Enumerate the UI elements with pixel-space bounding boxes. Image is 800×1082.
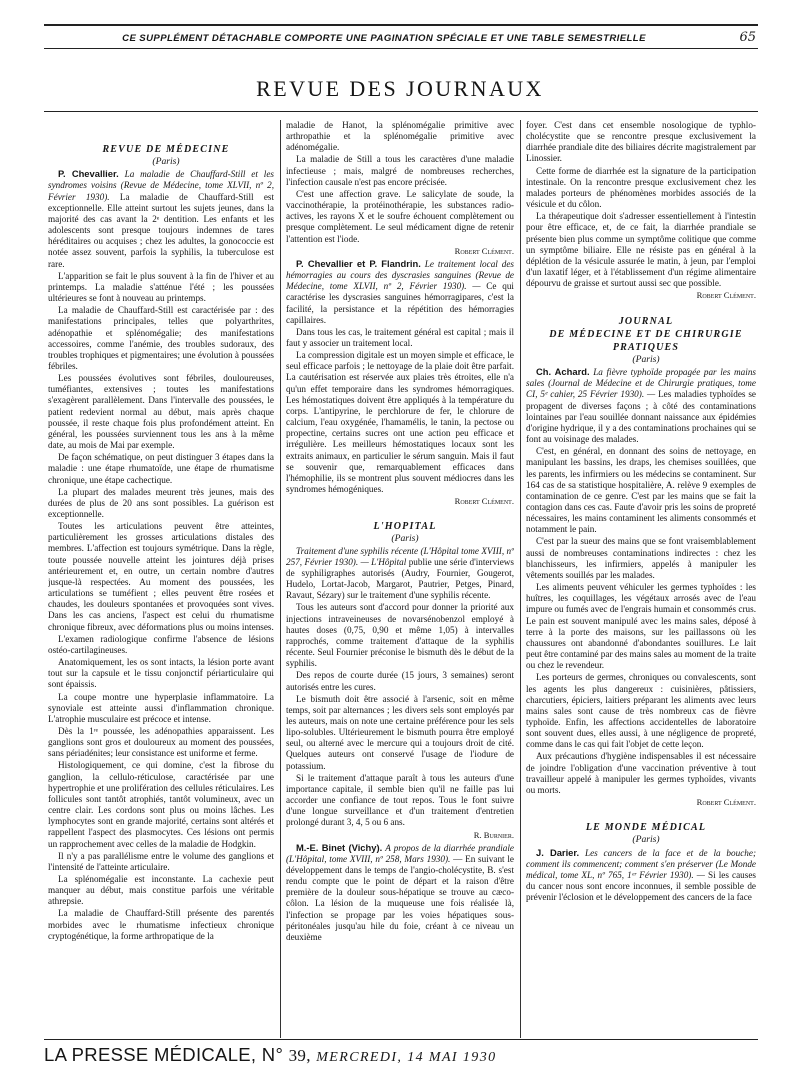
article-reference: (Revue de Médecine, tome XLVII, nº 2, Février 1930). —: [286, 270, 514, 292]
article-title: A propos de la diarrhée prandiale: [385, 842, 514, 853]
paragraph: Dans tous les cas, le traitement général est capital ; mais il faut y associer un traitement local.: [286, 326, 514, 348]
section-place: (Paris): [632, 353, 660, 365]
paragraph: La compression digitale est un moyen simple et efficace, le seul efficace parfois ; le nettoyage de la plaie doit être parfait. La cautérisation est réservée aux plaies très étroites, elle n'a qu'un effet temporaire dans les syndromes hémorragiques. Les hémostatiques doivent être appliqués à la température du corps. L'antipyrine, le perchlorure de fer, le chlorure de calcium, l'eau oxygénée, l'hamamélis, le tanin, la pectose ou propectine, certains sucres ont une action peu efficace et irrégulière. Les meilleurs hémostatiques locaux sont les extraits animaux, en particulier le sérum sanguin. Mais il faut se souvenir que, remarquablement efficaces dans l'hémophilie, ils se montrent plus souvent médiocres dans les syndromes hémogéniques.: [286, 350, 514, 494]
article-author: M.-E. Binet (Vichy).: [296, 841, 383, 853]
top-rule: [44, 24, 758, 26]
section-heading-hopital: L'HOPITAL: [373, 521, 437, 533]
page-number: 65: [739, 30, 756, 45]
paragraph: C'est, en général, en donnant des soins de nettoyage, en manipulant les bassins, les draps, les chemises souillées, que les parents, les infirmiers ou les médecins se contaminent. Sur 164 cas de sa statistique hospitalière, A. relève 9 exemples de contamination de ce genre. C'est par les mains que se fait la contagion dans ces cas. Faute d'avoir pris les soins de propreté nécessaires, les mains contaminent les aliments consommés et notamment le pain.: [526, 446, 756, 535]
column-2: [286, 120, 514, 1038]
signature: Robert Clément.: [454, 245, 514, 256]
paragraph: Les aliments peuvent véhiculer les germes typhoïdes : les huîtres, les coquillages, les végétaux arrosés avec de l'eau impure ou fumés avec de l'engrais humain et consommés crus. Le pain est souvent manipulé avec les mains sales, déposé à terre à la porte des maisons, sur les paillassons où les chaussures ont abandonné d'abondantes souillures. Le lait peut être contaminé par des mains sales au moment de la traite ou chez le revendeur.: [526, 582, 756, 671]
paragraph: Des repos de courte durée (15 jours, 3 semaines) seront autorisés entre les cures.: [286, 670, 514, 692]
paragraph: Toutes les articulations peuvent être atteintes, particulièrement les grosses articulations distales des membres. L'affection est toujours symétrique. Dans la règle, toute poussée nouvelle atteint les jointures déjà prises antérieurement et, en outre, un certain nombre d'autres jusque-là respectées. Au moment des poussées, les articulations se tuméfient ; elles peuvent être rosées et chaudes, les douleurs spontanées et provoquées sont vives. Dans les cas anciens, l'aspect est celui du rhumatisme chronique fibreux, avec déformations plus ou moins intenses.: [48, 521, 274, 632]
article-title: Traitement d'une syphilis récente: [296, 545, 419, 556]
article-entry: [286, 258, 514, 326]
paragraph: De façon schématique, on peut distinguer 3 étapes dans la maladie : une étape rhumatoïde, une étape de rhumatisme chronique, une étape cachectique.: [48, 452, 274, 485]
signature: Robert Clément.: [696, 797, 756, 808]
paragraph: Anatomiquement, les os sont intacts, la lésion porte avant tout sur la capsule et le tissu conjonctif périarticulaire qui sont épaissis.: [48, 657, 274, 690]
article-entry: [526, 847, 756, 904]
article-reference: (L'Hôpital, tome XVIII, nº 258, Mars 1930).: [286, 853, 451, 864]
paragraph: Il n'y a pas parallélisme entre le volume des ganglions et l'intensité de l'atteinte articulaire.: [48, 850, 274, 872]
paragraph: Tous les auteurs sont d'accord pour donner la priorité aux injections intraveineuses de novarsénobenzol employé à hautes doses (0,75, 0,90 et même 1,05) à intervalles rapprochés, comme traitement d'attaque de la syphilis récente. Seul Fournier préconise le bismuth dès le début de la syphilis.: [286, 602, 514, 669]
page-title: REVUE DES JOURNAUX: [256, 76, 544, 101]
column-1: [48, 120, 274, 1038]
supplement-banner: CE SUPPLÉMENT DÉTACHABLE COMPORTE UNE PAGINATION SPÉCIALE ET UNE TABLE SEMESTRIELLE: [122, 33, 646, 44]
paragraph: L'examen radiologique confirme l'absence de lésions ostéo-cartilagineuses.: [48, 633, 274, 655]
paragraph: maladie de Hanot, la splénomégalie primitive avec arthropathie et la splénomégalie primitive avec adénomégalie.: [286, 120, 514, 153]
column-divider-2: [520, 120, 521, 1038]
section-place: (Paris): [632, 834, 660, 846]
paragraph: Aux précautions d'hygiène indispensables il est nécessaire de joindre l'obligation d'une vaccination préventive à tout travailleur appelé à manipuler les germes typhoïdes, vivants ou morts.: [526, 751, 756, 795]
article-text: Ce qui caractérise les dyscrasies sanguines hémorragipares, c'est la facilité, la persistance et la répétition des hémorragies capillaires.: [286, 281, 514, 325]
paragraph: La coupe montre une hyperplasie inflammatoire. La synoviale est atteinte aussi d'inflammation chronique. L'atrophie musculaire est précoce et intense.: [48, 691, 274, 724]
paragraph: C'est une affection grave. Le salicylate de soude, la vaccinothérapie, la protéinothérapie, les substances radio-actives, les rayons X et le soufre échouent complètement ou presque complètement. Le seul médicament digne de retenir l'attention est l'iode.: [286, 188, 514, 244]
article-entry: [526, 366, 756, 445]
article-title: La maladie de Chauffard-Still et les syndromes voisins: [48, 169, 274, 191]
journal-name: LA PRESSE MÉDICALE, N°: [44, 1044, 284, 1065]
article-reference: (Revue de Médecine, tome XLVII, nº 2, Février 1930).: [48, 180, 274, 202]
section-heading-journal: JOURNAL: [618, 315, 674, 327]
article-author: Ch. Achard.: [536, 366, 590, 378]
article-text: publie une série d'interviews de syphiligraphes autorisés (Audry, Fournier, Gougerot, Hudelo, Lortat-Jacob, Margarot, Pautrier, Petges, Pinard, Ravaut, Sézary) sur le traitement d'une syphilis récente.: [286, 556, 514, 601]
column-divider-1: [280, 120, 281, 1038]
paragraph: La maladie de Still a tous les caractères d'une maladie infectieuse ; mais, malgré de nombreuses recherches, l'infection causale n'est pas encore précisée.: [286, 154, 514, 187]
paragraph: La splénomégalie est inconstante. La cachexie peut manquer au début, mais constitue parfois une véritable athrepsie.: [48, 874, 274, 907]
paragraph: La maladie de Chauffard-Still est caractérisée par : des manifestations principales, telles que polyarthrites, adénopathie et splénomégalie; des manifestations accessoires, comme l'anémie, des troubles sudoraux, des troubles trophiques et pigmentaires; une évolution à poussées fébriles.: [48, 305, 274, 371]
section-heading-monde-medical: LE MONDE MÉDICAL: [585, 822, 707, 834]
section-place: (Paris): [391, 533, 419, 545]
article-entry: [286, 546, 514, 602]
footer-masthead: [44, 1044, 758, 1066]
paragraph: Cette forme de diarrhée est la signature de la participation intestinale. On la rencontre presque exclusivement chez les malades porteurs de phénomènes morbides associés de la vésicule et du côlon.: [526, 165, 756, 210]
paragraph: Le bismuth doit être associé à l'arsenic, soit en même temps, soit par alternances ; les divers sels sont employés par les auteurs, mais on note une certaine préférence pour les sels lipo-solubles. Ultérieurement le bismuth pourra être employé seul, ou alterné avec le mercure qui a toujours droit de cité. Quelques auteurs ont conservé l'usage de l'iodure de potassium.: [286, 693, 514, 771]
signature: Robert Clément.: [696, 290, 756, 301]
column-3: [526, 120, 756, 1038]
article-title: Les cancers de la face et de la bouche; comment ils commencent; comment s'en préserver: [526, 847, 756, 869]
banner-rule: [44, 48, 758, 49]
paragraph: Les poussées évolutives sont fébriles, douloureuses, tuméfiantes, extensives ; toutes les manifestations s'exagèrent parallèlement. Dans l'intervalle des poussées, le patient redevient normal au début, mais après chaque poussée, il reste chaque fois plus profondément atteint. En général, les poussées surviennent tous les ans à la même date, au mois de Mai par exemple.: [48, 373, 274, 451]
paragraph: Dès la 1ʳᵉ poussée, les adénopathies apparaissent. Les ganglions sont gros et douloureux au moment des poussées, sans périadénites; leur consistance est uniforme et ferme.: [48, 725, 274, 759]
article-author: J. Darier.: [536, 846, 580, 858]
section-heading-journal-line3: PRATIQUES: [612, 341, 680, 353]
signature: Robert Clément.: [454, 496, 514, 507]
paragraph: C'est par la sueur des mains que se font vraisemblablement aussi de nombreuses contaminations indirectes : chez les blanchisseurs, les infirmiers, appelés à manipuler les vêtements souillés par les malades.: [526, 536, 756, 580]
paragraph: foyer. C'est dans cet ensemble nosologique de typhlo-cholécystite que se rencontre presque exclusivement la diarrhée prandiale dite des biliaires décrite magistralement par Linossier.: [526, 120, 756, 164]
paragraph: Histologiquement, ce qui domine, c'est la fibrose du ganglion, la cellulo-réticulose, caractérisée par une hypertrophie et une prolifération des cellules réticulaires. Les follicules sont tantôt atrophiés, tantôt volumineux, avec un centre clair. Les cordons sont plus ou moins lâches. Les lymphocytes sont en grande majorité, certains sont altérés et rappellent l'aspect des plasmocytes. Ces lésions ont permis un rapprochement avec celles de la maladie de Hodgkin.: [48, 760, 274, 849]
signature: R. Burnier.: [473, 829, 514, 840]
paragraph: L'apparition se fait le plus souvent à la fin de l'hiver et au printemps. La maladie s'atténue l'été ; les poussées ultérieures se font à nouveau au printemps.: [48, 270, 274, 304]
article-text: Les maladies typhoïdes se propagent de diverses façons ; à côté des contaminations lointaines par l'eau souillée donnant naissance aux épidémies d'origine hydrique, il y a des contaminations prochaines qui se font au voisinage des malades.: [526, 389, 756, 445]
article-text: Si les causes du cancer nous sont encore inconnues, il semble possible de prévenir l'éclosion et le développement des cancers de la face: [526, 869, 756, 903]
article-reference: (L'Hôpital tome XVIII, nº 257, Février 1930). — L'Hôpital: [286, 545, 514, 567]
article-title: Le traitement local des hémorragies au cours des dyscrasies sanguines: [286, 258, 514, 281]
title-rule: [44, 111, 758, 112]
paragraph: Les porteurs de germes, chroniques ou convalescents, sont les agents les plus dangereux : cuisinières, pâtissiers, charcutiers, épiciers, laitiers préparant les aliments avec leurs mains sales sont cause de très nombreux cas de fièvre typhoïde. Enfin, les affections accidentelles de laboratoire sont souvent dues, elles aussi, à une négligence de propreté, comme dans le cas qui fait l'objet de cette leçon.: [526, 672, 756, 750]
article-text: La maladie de Chauffard-Still est exceptionnelle. Elle atteint surtout les sujets jeunes, dans la majorité des cas avant la 2ᵉ dentition. Les enfants et les adolescents sont presque toujours indemnes de tares héréditaires ou acquises ; chez les adultes, la gonococcie est notée assez souvent, parfois la syphilis, la tuberculose est rare.: [48, 191, 274, 269]
issue-date: MERCREDI, 14 MAI 1930: [316, 1050, 497, 1065]
section-heading-journal-line2: DE MÉDECINE ET DE CHIRURGIE: [549, 328, 743, 340]
footer-rule: [44, 1039, 758, 1040]
article-author: P. Chevallier et P. Flandrin.: [296, 257, 421, 269]
paragraph: La thérapeutique doit s'adresser essentiellement à l'intestin pour être efficace, et, de ce fait, la diarrhée prandiale se présente bien plus comme un symptôme colitique que comme un symptôme biliaire. Elle ne résiste pas en général à la déplétion de la vésicule assurée le matin, à jeun, par l'emploi d'un laxatif léger, et à l'établissement d'un régime alimentaire dépourvu de graisse et surtout aussi sec que possible.: [526, 211, 756, 289]
article-author: P. Chevallier.: [58, 168, 119, 180]
article-entry: [286, 842, 514, 943]
section-heading-revue-medecine: REVUE DE MÉDECINE: [102, 144, 230, 155]
article-reference: (Journal de Médecine et de Chirurgie pratiques, tome CI, 5ᵉ cahier, 25 Février 1930). —: [526, 378, 756, 400]
section-place: (Paris): [152, 156, 180, 168]
article-title: La fièvre typhoïde propagée par les mains sales: [526, 367, 756, 389]
issue-number: 39,: [288, 1046, 311, 1065]
article-text: — En suivant le développement dans le temps de l'angio-cholécystite, B. s'est rendu compte que le point de départ et la raison d'être première de la douleur sous-hépatique se trouve au cæco-côlon. La lésion de la muqueuse une fois réalisée là, l'infection se propage par les voies hépatiques sous-péritonéales jusqu'au hile du foie, créant à ce niveau un deuxième: [286, 853, 514, 942]
paragraph: La maladie de Chauffard-Still présente des parentés morbides avec le rhumatisme infectieux chronique cryptogénétique, la forme arthropatique de la: [48, 908, 274, 941]
paragraph: Si le traitement d'attaque paraît à tous les auteurs d'une importance capitale, il semble bien qu'il ne faille pas lui accorder une confiance de tout repos. Tous le font suivre d'une longue surveillance et d'un traitement d'entretien prolongé durant 3, 4, 5 ou 6 ans.: [286, 772, 514, 828]
article-entry: [48, 168, 274, 269]
paragraph: La plupart des malades meurent très jeunes, mais des durées de plus de 20 ans sont possibles. La guérison est exceptionnelle.: [48, 486, 274, 519]
article-reference: (Le Monde médical, tome XL, nº 765, 1ᵉʳ Février 1930). —: [526, 858, 756, 880]
